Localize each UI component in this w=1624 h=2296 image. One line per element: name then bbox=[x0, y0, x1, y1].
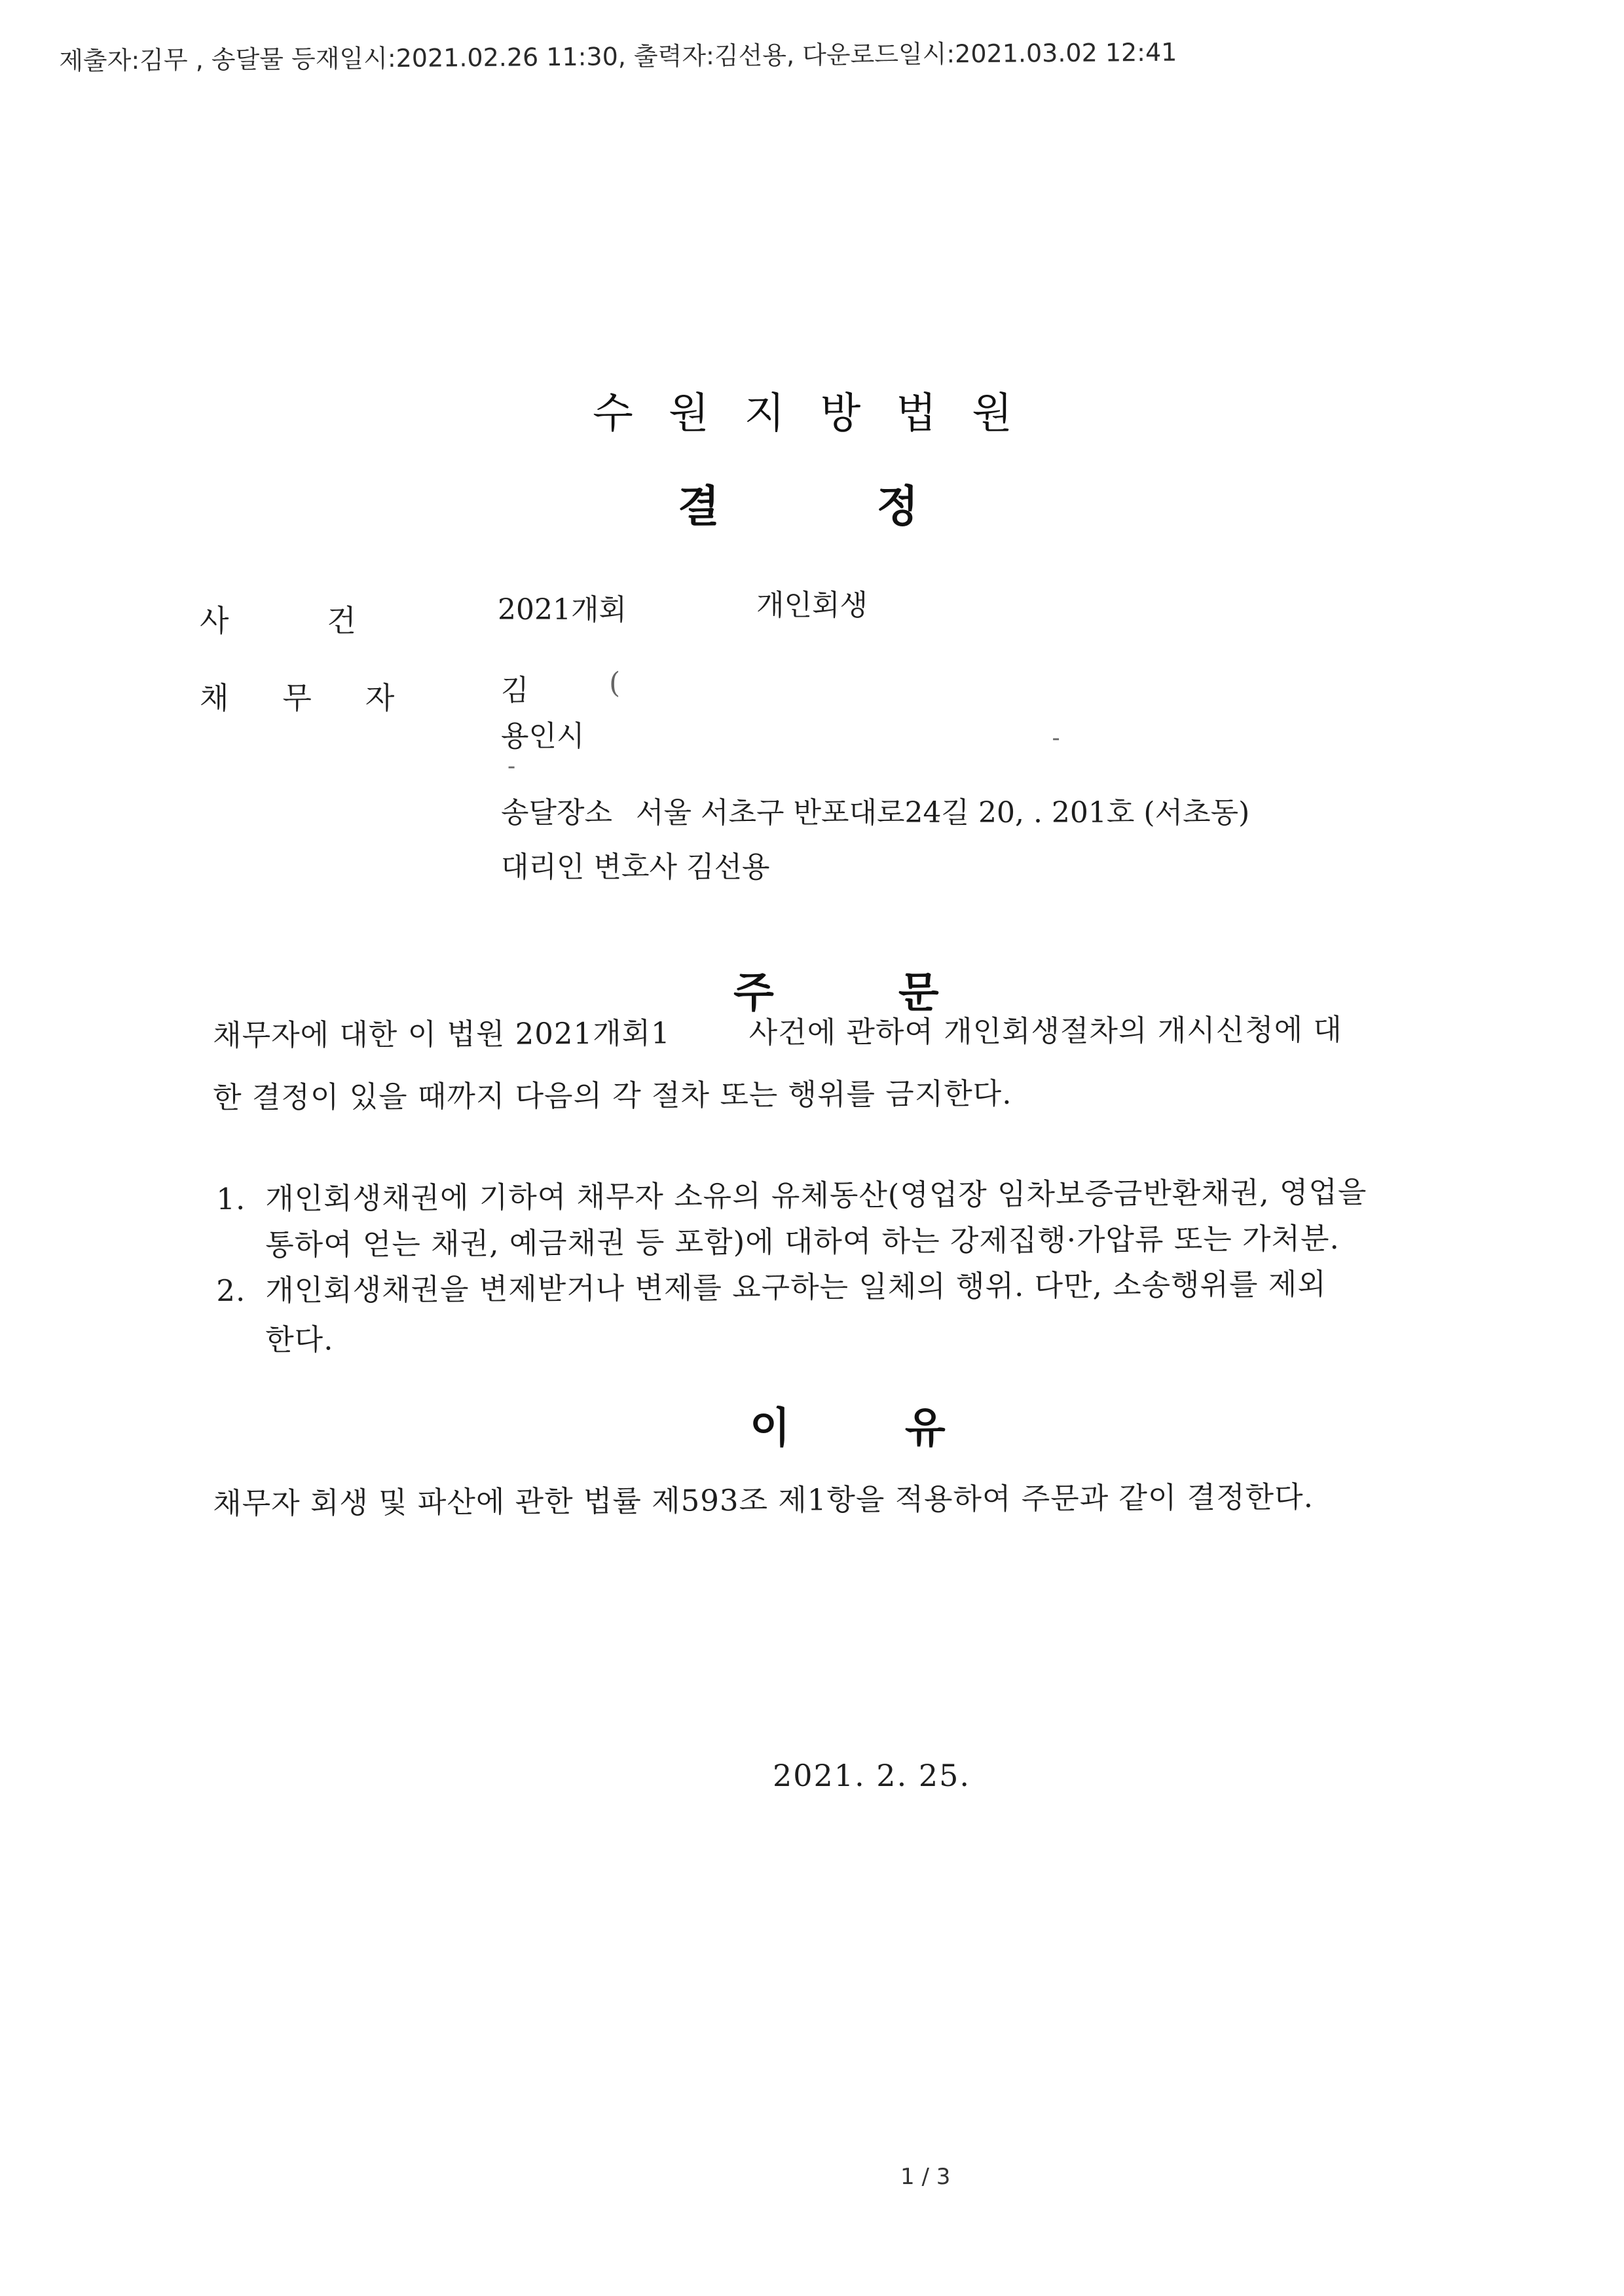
order-item-1-line-2: 통하여 얻는 채권, 예금채권 등 포함)에 대하여 하는 강제집행·가압류 또는 가처분. bbox=[265, 1220, 1340, 1262]
debtor-name-paren: ( bbox=[609, 666, 621, 700]
order-paragraph-line-2: 한 결정이 있을 때까지 다음의 각 절차 또는 행위를 금지한다. bbox=[213, 1076, 1012, 1115]
debtor-address-redacted: - bbox=[1052, 725, 1060, 752]
reason-heading: 이유 bbox=[750, 1404, 1060, 1453]
order-paragraph-line-1-a: 채무자에 대한 이 법원 2021개회1 bbox=[213, 1015, 671, 1053]
download-meta-line: 제출자:김무 , 송달물 등재일시:2021.02.26 11:30, 출력자:김선용, 다운로드일시:2021.03.02 12:41 bbox=[59, 37, 1177, 75]
decision-date: 2021. 2. 25. bbox=[773, 1758, 970, 1793]
debtor-address bbox=[501, 712, 1060, 754]
order-item-1-number: 1. bbox=[216, 1181, 246, 1216]
court-name: 수원지방법원 bbox=[593, 390, 1048, 438]
service-location-label: 송달장소 bbox=[501, 796, 613, 829]
case-type: 개인회생 bbox=[756, 589, 868, 622]
order-item-2-text: 개인회생채권을 변제받거나 변제를 요구하는 일체의 행위. 다만, 소송행위를 제외 bbox=[265, 1266, 1327, 1308]
order-item-1-line-1 bbox=[216, 1168, 1367, 1218]
order-item-2-line-1 bbox=[216, 1260, 1327, 1309]
order-item-2-number: 2. bbox=[216, 1273, 246, 1308]
case-label: 사건 bbox=[200, 603, 454, 638]
order-paragraph-line-1-b: 사건에 관하여 개인회생절차의 개시신청에 대 bbox=[748, 1011, 1343, 1050]
order-item-1-text: 개인회생채권에 기하여 채무자 소유의 유체동산(영업장 임차보증금반환채권, 영업을 bbox=[265, 1175, 1367, 1216]
debtor-name: 김 bbox=[501, 674, 529, 707]
debtor-address-extra: - bbox=[507, 753, 516, 780]
order-heading: 주문 bbox=[733, 969, 1063, 1017]
order-item-2-line-2: 한다. bbox=[265, 1322, 334, 1357]
legal-agent: 대리인 변호사 김선용 bbox=[501, 850, 770, 884]
case-number: 2021개회 bbox=[498, 593, 627, 627]
reason-text: 채무자 회생 및 파산에 관한 법률 제593조 제1항을 적용하여 주문과 같이 결정한다. bbox=[213, 1479, 1314, 1521]
page-number: 1 / 3 bbox=[900, 2164, 951, 2190]
document-title: 결정 bbox=[678, 481, 1076, 532]
service-location-address: 서울 서초구 반포대로24길 20, . 201호 (서초동) bbox=[636, 796, 1250, 829]
order-paragraph-line-1 bbox=[213, 1006, 1342, 1054]
debtor-label: 채무자 bbox=[200, 680, 449, 716]
debtor-address-city: 용인시 bbox=[501, 720, 585, 753]
service-location bbox=[501, 789, 1249, 831]
